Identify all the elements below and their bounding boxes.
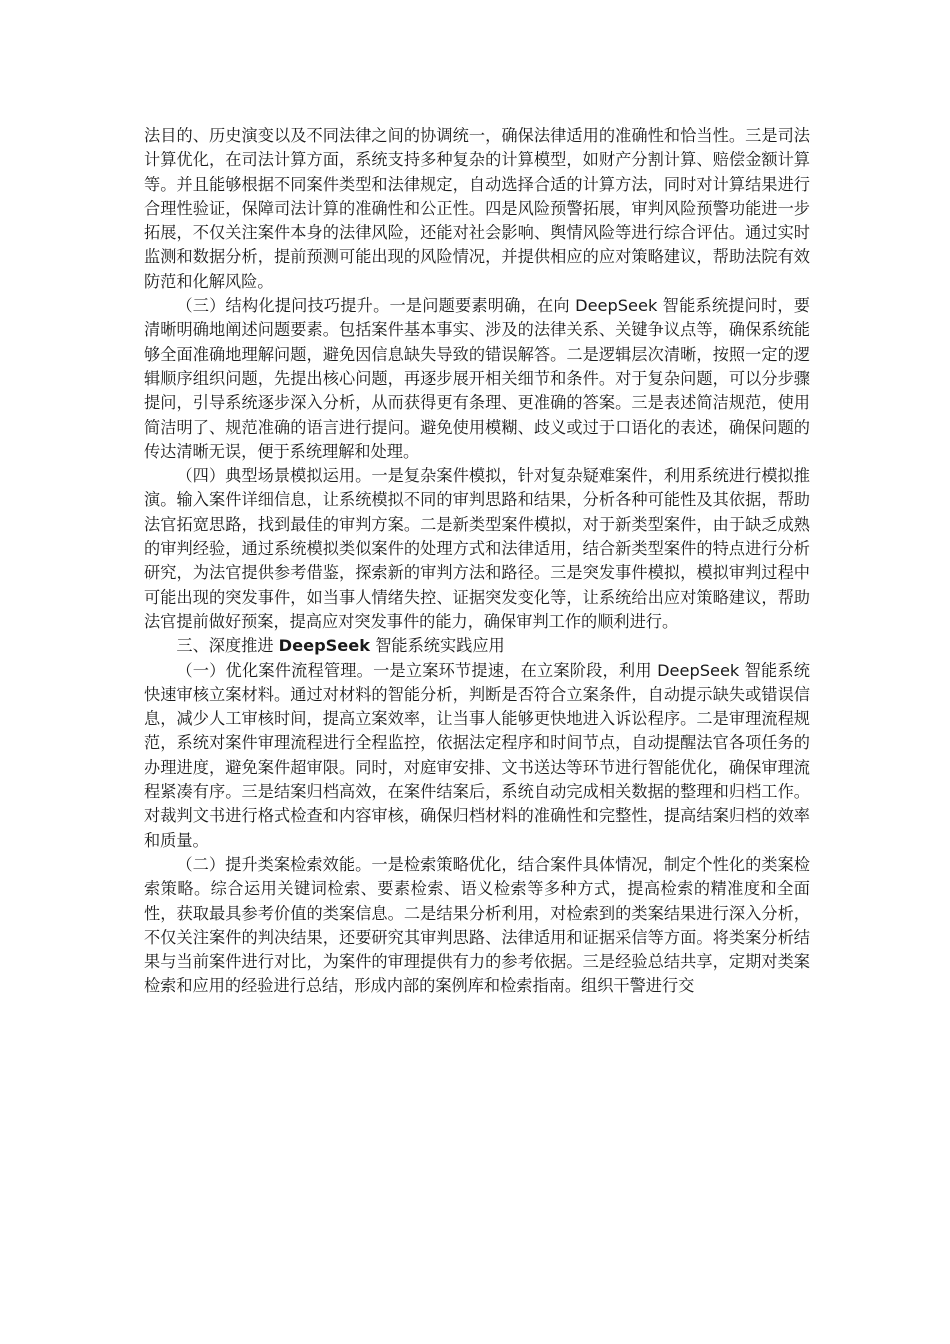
paragraph-section-4: （四）典型场景模拟运用。一是复杂案件模拟，针对复杂疑难案件，利用系统进行模拟推演。输入案件详细信息，让系统模拟不同的审判思路和结果，分析各种可能性及其依据，帮助法官拓宽思路，找到最佳的审判方案。二是新类型案件模拟，对于新类型案件，由于缺乏成熟的审判经验，通过系统模拟类似案件的处理方式和法律适用，结合新类型案件的特点进行分析研究，为法官提供参考借鉴，探索新的审判方法和路径。三是突发事件模拟，模拟审判过程中可能出现的突发事件，如当事人情绪失控、证据突发变化等，让系统给出应对策略建议，帮助法官提前做好预案，提高应对突发事件的能力，确保审判工作的顺利进行。 [144,466,810,631]
section-heading-3 [144,634,810,658]
paragraph-subsection-1: （一）优化案件流程管理。一是立案环节提速，在立案阶段，利用 DeepSeek 智能系统快速审核立案材料。通过对材料的智能分析，判断是否符合立案条件，自动提示缺失或错误信息，减少人工审核时间，提高立案效率，让当事人能够更快地进入诉讼程序。二是审理流程规范，系统对案件审理流程进行全程监控，依据法定程序和时间节点，自动提醒法官各项任务的办理进度，避免案件超审限。同时，对庭审安排、文书送达等环节进行智能优化，确保审理流程紧凑有序。三是结案归档高效，在案件结案后，系统自动完成相关数据的整理和归档工作。对裁判文书进行格式检查和内容审核，确保归档材料的准确性和完整性，提高结案归档的效率和质量。 [144,660,810,850]
paragraph-subsection-2: （二）提升类案检索效能。一是检索策略优化，结合案件具体情况，制定个性化的类案检索策略。综合运用关键词检索、要素检索、语义检索等多种方式，提高检索的精准度和全面性，获取最具参考价值的类案信息。二是结果分析利用，对检索到的类案结果进行深入分析，不仅关注案件的判决结果，还要研究其审判思路、法律适用和证据采信等方面。将类案分析结果与当前案件进行对比，为案件的审理提供有力的参考依据。三是经验总结共享，定期对类案检索和应用的经验进行总结，形成内部的案例库和检索指南。组织干警进行交 [144,854,810,996]
heading-suffix: 智能系统实践应用 [370,636,505,656]
heading-prefix: 三、深度推进 [176,636,279,656]
paragraph-continued: 法目的、历史演变以及不同法律之间的协调统一，确保法律适用的准确性和恰当性。三是司法计算优化，在司法计算方面，系统支持多种复杂的计算模型，如财产分割计算、赔偿金额计算等。并且能够根据不同案件类型和法律规定，自动选择合适的计算方法，同时对计算结果进行合理性验证，保障司法计算的准确性和公正性。四是风险预警拓展，审判风险预警功能进一步拓展，不仅关注案件本身的法律风险，还能对社会影响、舆情风险等进行综合评估。通过实时监测和数据分析，提前预测可能出现的风险情况，并提供相应的应对策略建议，帮助法院有效防范和化解风险。 [144,126,810,291]
paragraph-section-3: （三）结构化提问技巧提升。一是问题要素明确，在向 DeepSeek 智能系统提问时，要清晰明确地阐述问题要素。包括案件基本事实、涉及的法律关系、关键争议点等，确保系统能够全面准确地理解问题，避免因信息缺失导致的错误解答。二是逻辑层次清晰，按照一定的逻辑顺序组织问题，先提出核心问题，再逐步展开相关细节和条件。对于复杂问题，可以分步骤提问，引导系统逐步深入分析，从而获得更有条理、更准确的答案。三是表述简洁规范，使用简洁明了、规范准确的语言进行提问。避免使用模糊、歧义或过于口语化的表述，确保问题的传达清晰无误，便于系统理解和处理。 [144,296,810,461]
heading-brand: DeepSeek [278,636,371,656]
body-text [144,124,810,999]
